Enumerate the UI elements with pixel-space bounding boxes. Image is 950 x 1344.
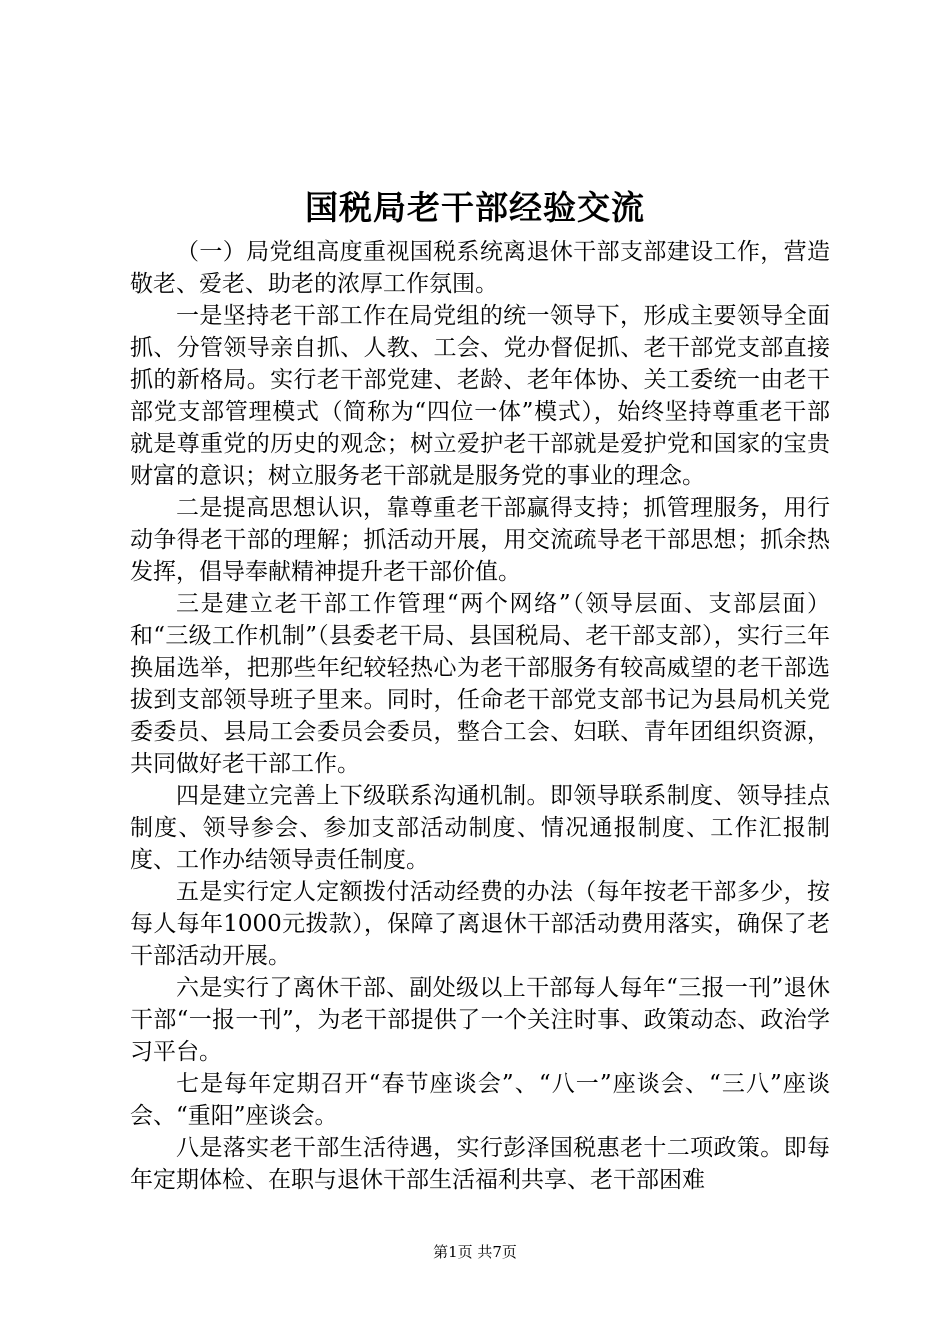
paragraph-2: 一是坚持老干部工作在局党组的统一领导下，形成主要领导全面抓、分管领导亲自抓、人教、工会、党办督促抓、老干部党支部直接抓的新格局。实行老干部党建、老龄、老年体协、关工委统一由老干部党支部管理模式（简称为“四位一体”模式），始终坚持尊重老干部就是尊重党的历史的观念；树立爱护老干部就是爱护党和国家的宝贵财富的意识；树立服务老干部就是服务党的事业的理念。 xyxy=(130,303,830,489)
paragraph-6: 五是实行定人定额拨付活动经费的办法（每年按老干部多少，按每人每年1000元拨款），保障了离退休干部活动费用落实，确保了老干部活动开展。 xyxy=(130,879,830,969)
page-number-footer: 第1页 共7页 xyxy=(433,1243,517,1261)
paragraph-1: （一）局党组高度重视国税系统离退休干部支部建设工作，营造敬老、爱老、助老的浓厚工作氛围。 xyxy=(130,239,830,297)
paragraph-4: 三是建立老干部工作管理“两个网络”（领导层面、支部层面）和“三级工作机制”（县委老干局、县国税局、老干部支部），实行三年换届选举，把那些年纪较轻热心为老干部服务有较高威望的老干部选拔到支部领导班子里来。同时，任命老干部党支部书记为县局机关党委委员、县局工会委员会委员，整合工会、妇联、青年团组织资源，共同做好老干部工作。 xyxy=(130,591,830,777)
paragraph-9: 八是落实老干部生活待遇，实行彭泽国税惠老十二项政策。即每年定期体检、在职与退休干部生活福利共享、老干部困难 xyxy=(130,1135,830,1193)
paragraph-7: 六是实行了离休干部、副处级以上干部每人每年“三报一刊”退休干部“一报一刊”，为老干部提供了一个关注时事、政策动态、政治学习平台。 xyxy=(130,975,830,1065)
paragraph-3: 二是提高思想认识，靠尊重老干部赢得支持；抓管理服务，用行动争得老干部的理解；抓活动开展，用交流疏导老干部思想；抓余热发挥，倡导奉献精神提升老干部价值。 xyxy=(130,495,830,585)
document-body xyxy=(130,236,830,1196)
document-title: 国税局老干部经验交流 xyxy=(305,188,645,227)
paragraph-5: 四是建立完善上下级联系沟通机制。即领导联系制度、领导挂点制度、领导参会、参加支部活动制度、情况通报制度、工作汇报制度、工作办结领导责任制度。 xyxy=(130,783,830,873)
paragraph-8: 七是每年定期召开“春节座谈会”、“八一”座谈会、“三八”座谈会、“重阳”座谈会。 xyxy=(130,1071,830,1129)
